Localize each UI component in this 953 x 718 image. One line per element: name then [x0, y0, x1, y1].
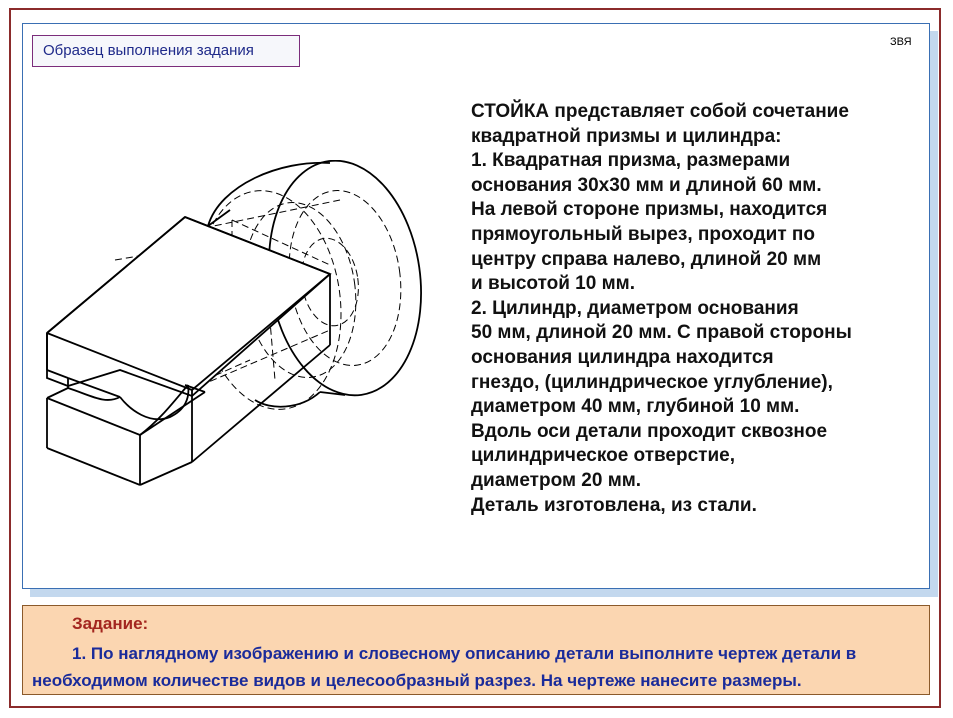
isometric-part-drawing: [38, 160, 438, 500]
square-prism: [47, 217, 330, 485]
description-line: 1. Квадратная призма, размерами: [471, 150, 791, 172]
description-line: центру справа налево, длиной 20 мм: [471, 248, 822, 270]
description-line: диаметром 20 мм.: [471, 469, 642, 491]
author-mark: ЗВЯ: [890, 36, 912, 48]
description-line: и высотой 10 мм.: [471, 273, 635, 295]
task-line: необходимом количестве видов и целесообразный разрез. На чертеже нанесите размеры.: [32, 671, 802, 690]
description-line: СТОЙКА представляет собой сочетание: [471, 101, 849, 122]
description-line: Деталь изготовлена, из стали.: [471, 494, 757, 516]
description-line: основания 30х30 мм и длиной 60 мм.: [471, 174, 822, 196]
description-line: Вдоль оси детали проходит сквозное: [471, 420, 828, 442]
description-line: основания цилиндра находится: [471, 346, 774, 368]
task-text: [32, 640, 922, 694]
description-line: На левой стороне призмы, находится: [471, 199, 828, 221]
description-line: прямоугольный вырез, проходит по: [471, 223, 816, 245]
description-line: диаметром 40 мм, глубиной 10 мм.: [471, 396, 800, 418]
part-description: [471, 100, 921, 518]
description-line: 2. Цилиндр, диаметром основания: [471, 297, 799, 319]
sample-label: Образец выполнения задания: [32, 35, 300, 67]
task-title: Задание:: [72, 614, 149, 633]
description-line: квадратной призмы и цилиндра:: [471, 125, 782, 147]
description-line: гнездо, (цилиндрическое углубление),: [471, 371, 833, 393]
description-line: цилиндрическое отверстие,: [471, 445, 735, 467]
description-line: 50 мм, длиной 20 мм. С правой стороны: [471, 322, 852, 344]
task-line: 1. По наглядному изображению и словесному описанию детали выполните чертеж детали в: [72, 644, 857, 663]
